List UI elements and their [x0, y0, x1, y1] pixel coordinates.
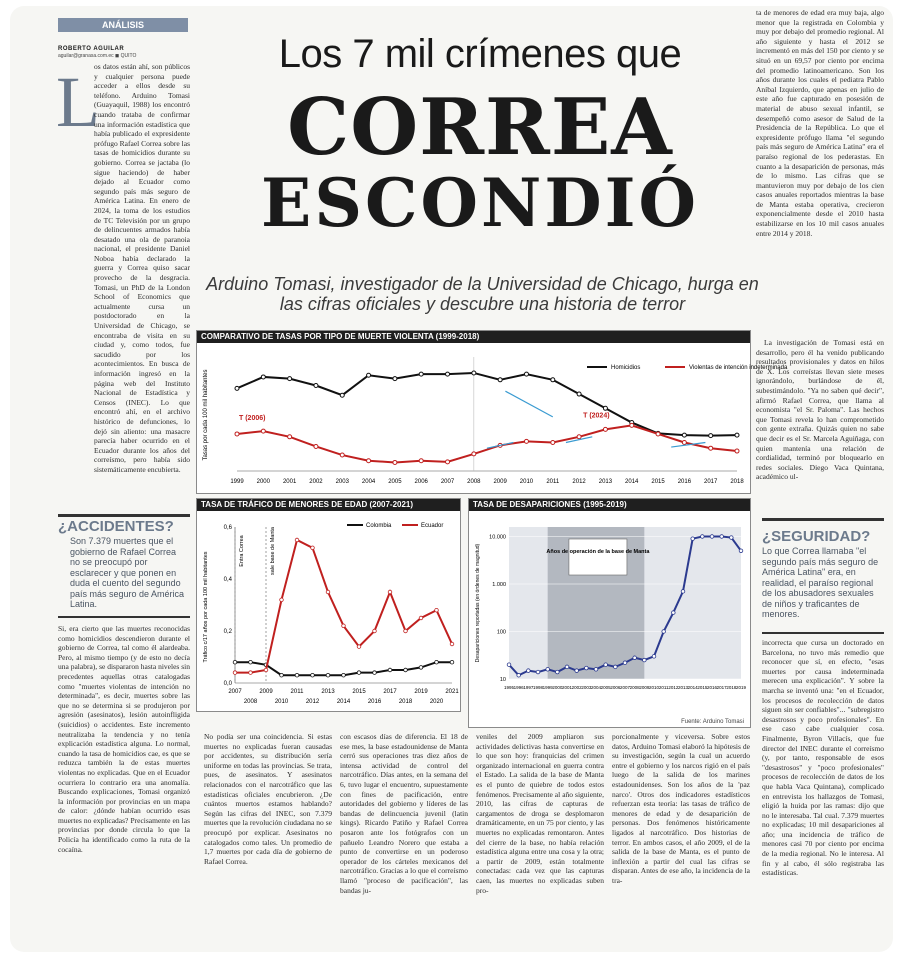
bottom-column-4-text: porcionalmente y viceversa. Sobre estos datos, Arduino Tomasi elaboró la hipótesis de su investigación, según la cual un acuerdo entre el gobierno y los narcos rigió en el país luego de la salida de los marines estadounidenses. Son los años de la 'paz narco'. Otros dos indicadores estadísticos refuerzan esta teoría: las tasas de tráfico de menores de edad y de desaparición de personas. Dos fenómenos históricamente ligados al narcotráfico. Dos historias de terror. En ambos casos, el año 2009, el de la salida de la base de Manta, es el punto de inflexión a partir del cual las cifras se disparan. Antes de ese año, la incidencia de la tra-	[612, 732, 750, 885]
data-point	[393, 377, 397, 381]
bottom-column-2-text: con escasos días de diferencia. El 18 de ese mes, la base estadounidense de Manta cerró sus operaciones tras diez años de intensa actividad de control del narcotráfico. Días antes, en la semana del 6, tuvo lugar el encuentro, supuestamente con fines de pacificación, entre autoridades del gobierno y líderes de las bandas de delincuencia juvenil (latin kings). Ricardo Patiño y Rafael Correa posaron ante los fotógrafos con un pañuelo Leandro Norero que estaba a punto de convertirse en un poderoso operador de los cárteles mexicanos del narcotráfico. Gracias a lo que el correísmo llamó "proceso de pacificación", las bandas ju-	[340, 732, 468, 895]
x-tick-label: 1999	[542, 685, 553, 690]
data-point	[472, 452, 476, 456]
data-point	[585, 666, 589, 670]
annotation-box	[569, 539, 627, 575]
annotation-text: Años de operación de la base de Manta	[546, 549, 650, 555]
y-tick-label: 1.000	[492, 582, 506, 588]
data-point	[710, 535, 714, 539]
data-point	[233, 671, 237, 675]
x-tick-label: 2007	[440, 479, 455, 485]
x-tick-label: 2017	[383, 689, 397, 695]
data-point	[672, 611, 676, 615]
headline-line-3: ESCONDIÓ	[261, 164, 699, 242]
data-point	[419, 459, 423, 463]
y-tick-label: 0,2	[223, 629, 232, 635]
data-point	[419, 372, 423, 376]
data-point	[604, 663, 608, 667]
y-tick-label: 100	[496, 629, 506, 636]
chart-1-plot	[197, 343, 788, 493]
data-point	[498, 378, 502, 382]
data-point	[682, 433, 686, 437]
right-column-text-1: ta de menores de edad era muy baja, algo menor que la registrada en Colombia y muy por debajo del promedio regional. Al año siguiente y hasta el 2012 se incrementó en más del 150 por ciento y se situó en un 69,57 por ciento por encima del promedio latinoamericano. Son los años durante los cuales el pediatra Pablo Aníbal Izquierdo, que apenas en julio de este año fue capturado en posesión de material de abuso sexual infantil, se desempeñó como asesor de Salud de la Presidencia de la República. Lo que el expresidente prófugo llama "el segundo país más seguro de América Latina" era el paraíso regional de los pederastas. En cuanto a la desaparición de personas, más de lo mismo. Las cifras que se mantuvieron muy por debajo de los cien casos anuales reportados mientras la base de Manta estaba operativa, crecieron exponencialmente desde el 2010 hasta estabilizarse en los 10 mil casos anuales entre 2014 y 2018.	[756, 8, 884, 238]
x-tick-label: 2006	[414, 479, 428, 485]
legend-colombia: Colombia	[366, 523, 392, 529]
data-point	[575, 669, 579, 673]
x-tick-label: 2015	[651, 479, 665, 485]
chart-3-source: Fuente: Arduino Tomasi	[681, 719, 744, 725]
data-point	[404, 668, 408, 672]
right-bottom-text: incorrecta que cursa un doctorado en Barcelona, no tuvo más remedio que reconocer que sí, en efecto, "esas muertes por causa indeterminada merecen una explicación". Y sobre la marcha se inventó una: "en el Ecuador, los procesos de recolección de datos siguen sin ser confiables"... "subregistro desastrosos y poco profesionales". En ese caso cabe cualquier cosa. Finalmente, Byron Villacís, que fue director del INEC durante el correísmo (y, por tanto, responsable de esos "desastrosos" y "poco profesionales" procesos de recolección de datos de los que habla Vaca Quintana), complicado en entrevista los hallazgos de Tomasi, eligió la huida por las ramas: dijo que no le interesaba. Tal cual. 7.379 muertes no explicadas; 10 mil desapariciones al año; una incidencia de tráfico de menores casi 70 por ciento por encima de la media regional. No le interesa. Al fin y al cabo, él sólo registraba las estadísticas.	[762, 638, 884, 878]
x-tick-label: 1995	[503, 685, 515, 690]
x-tick-label: 1996	[513, 685, 524, 690]
divider	[58, 616, 190, 618]
x-tick-label: 2012	[668, 685, 679, 690]
x-tick-label: 2017	[716, 685, 727, 690]
divider	[762, 518, 884, 521]
x-tick-label: 2011	[658, 685, 669, 690]
subheadline: Arduino Tomasi, investigador de la Universidad de Chicago, hurga en las cifras oficiales y descubre una historia de terror	[206, 274, 759, 314]
data-point	[450, 642, 454, 646]
right-column-text-2: La investigación de Tomasi está en desarrollo, pero él ha venido publicando resultados provisionales y datos en hilos de X. Los correístas llevan siete meses ignorándolo, burlándose de él, subestimándolo. "Ya no saben qué decir", afirmó Rafael Correa, que llama al economista "el Sr. Paloma". Las hechos que Tomasi revela lo han comprometido con gente extraña. Quizás quien no sabe que decir es el Sr. Marcela Aguiñaga, con quien mantenía una relación de cordialidad, terminó por bloquearlo en redes sociales. Diego Vaca Quintana, académico ul-	[756, 338, 884, 482]
data-point	[311, 673, 315, 677]
bottom-column-4	[612, 732, 750, 946]
x-tick-label: 2001	[282, 479, 297, 485]
series-line-1	[237, 373, 737, 436]
x-tick-label: 2008	[629, 685, 640, 690]
author-email: aguilar@granasa.com.ec ◼ QUITO	[58, 53, 137, 59]
data-point	[326, 590, 330, 594]
data-point	[357, 671, 361, 675]
x-tick-label: 2009	[259, 689, 273, 695]
x-tick-label: 2013	[598, 479, 613, 485]
x-tick-label: 2013	[677, 685, 689, 690]
x-tick-label: 2015	[352, 689, 366, 695]
left-column-text: os datos están ahí, son públicos y cualquier persona puede acceder a ellos desde su teléfono. Arduino Tomasi (Guayaquil, 1988) los encontró cuando trataba de confirmar una información estadística que había publicado el expresidente prófugo Rafael Correa sobre las tasas de homicidios durante su gobierno. Correa se jactaba (lo sigue haciendo) de haber dejado al Ecuador como segundo país más seguro de América Latina. En enero de 2024, la toma de los estudios de TC Televisión por un grupo de delincuentes armados había desatado una ola de paranoia nacional, el presidente Daniel Noboa había declarado la guerra y Correa quiso sacar provecho de la desgracia. Tomasi, un PhD de la London School of Economics que actualmente cursa un postdoctorado en la Universidad de Chicago, se encontraba de visita en su ciudad y, como todos, fue sacudido por los acontecimientos. En busca de información ingresó en la página web del Instituto Nacional de Estadística y Censos (INEC). Lo que encontró ahí, en el archivo histórico de defunciones, lo dejó sin aliento: una masacre parecía haber ocurrido en el Ecuador durante los años del correísmo, pero había sido sistemáticamente encubierta.	[94, 62, 190, 474]
x-tick-label: 2009	[639, 685, 650, 690]
data-point	[342, 624, 346, 628]
x-tick-label: 2014	[336, 699, 351, 705]
data-point	[633, 656, 637, 660]
chart-3-plot	[469, 511, 750, 717]
x-tick-label: 2000	[256, 479, 270, 485]
data-point	[630, 423, 634, 427]
x-tick-label: 2001	[561, 685, 573, 690]
marker-label: Entra Correa	[239, 535, 245, 567]
chart-violent-deaths	[196, 330, 788, 494]
data-point	[367, 373, 371, 377]
x-tick-label: 2012	[305, 699, 320, 705]
data-point	[517, 673, 521, 677]
bottom-column-1-text: No podía ser una coincidencia. Si estas muertes no explicadas fueran causadas por accidentes, su distribución sería uniforme en todas las provincias. Se trata, pues, de asesinatos. Y asesinatos relacionados con el narcotráfico que las estadísticas oficiales encubrieron. ¿De cuántos muertos estamos hablando? Según las cifras del INEC, son 7.379 muertes que la revolución ciudadana no se preocupó por explicar. Asesinatos no catalogados como tales. Un promedio de 1,7 muertes por cada día de gobierno de Rafael Correa.	[204, 732, 332, 866]
data-point	[739, 549, 743, 553]
data-point	[551, 378, 555, 382]
data-point	[691, 537, 695, 541]
data-point	[527, 669, 531, 673]
data-point	[524, 439, 528, 443]
x-tick-label: 2002	[571, 685, 582, 690]
data-point	[472, 371, 476, 375]
legend-indeterminada: Violentas de intención indeterminada	[689, 365, 788, 371]
y-tick-label: 0,0	[223, 681, 232, 687]
data-point	[536, 670, 540, 674]
x-tick-label: 1997	[523, 685, 534, 690]
data-point	[682, 441, 686, 445]
chart-1-title: COMPARATIVO DE TASAS POR TIPO DE MUERTE VIOLENTA (1999-2018)	[197, 331, 750, 343]
x-tick-label: 2016	[367, 699, 382, 705]
x-tick-label: 2010	[274, 699, 289, 705]
left-column-intro	[94, 62, 190, 474]
x-tick-label: 2016	[677, 479, 692, 485]
data-point	[280, 598, 284, 602]
y-axis-label: Desapariciones reportadas (en órdenes de magnitud)	[475, 543, 481, 663]
x-tick-label: 2000	[552, 685, 563, 690]
data-point	[342, 673, 346, 677]
data-point	[261, 375, 265, 379]
annotation-t2024: T (2024)	[583, 412, 610, 420]
x-tick-label: 2019	[414, 689, 428, 695]
headline-line-2: CORREA	[287, 82, 673, 173]
bottom-column-1	[204, 732, 332, 946]
y-tick-label: 0,6	[223, 525, 232, 531]
data-point	[546, 668, 550, 672]
data-point	[311, 546, 315, 550]
data-point	[643, 658, 647, 662]
seguridad-title: ¿SEGURIDAD?	[762, 528, 871, 545]
data-point	[393, 460, 397, 464]
x-tick-label: 2021	[445, 689, 459, 695]
data-point	[340, 453, 344, 457]
x-tick-label: 2018	[398, 699, 413, 705]
chart-2-plot	[197, 511, 460, 711]
y-axis-label: Tasas por cada 100 mil habitantes	[203, 369, 209, 461]
data-point	[373, 629, 377, 633]
data-point	[450, 660, 454, 664]
data-point	[603, 427, 607, 431]
right-column-middle	[756, 338, 884, 510]
byline: ROBERTO AGUILAR	[58, 46, 125, 52]
y-tick-label: 0,4	[223, 577, 232, 583]
data-point	[235, 432, 239, 436]
data-point	[709, 434, 713, 438]
x-tick-label: 1998	[532, 685, 544, 690]
x-tick-label: 2019	[735, 685, 747, 690]
x-tick-label: 2007	[228, 689, 242, 695]
bottom-column-3-text: veniles del 2009 ampliaron sus actividades delictivas hasta convertirse en lo que son hoy: franquicias del crimen organizado internacional en guerra contra el Estado. La salida de la base de Manta es el punto de quiebre de todos estos fenómenos. Precisamente al año siguiente, 2010, las cifras de capturas de cargamentos de droga se desplomaron dramáticamente, en un 75 por ciento, y las muertes no explicadas remontaron. Antes del cierre de la base, no había relación estadística alguna entre una cosa y la otra; a partir de 2009, están totalmente conectadas: cada vez que las capturas caen, las muertes no explicadas suben pro-	[476, 732, 604, 895]
section-label: ANÁLISIS	[58, 18, 188, 32]
x-tick-label: 2017	[704, 479, 718, 485]
trend-arrow	[505, 391, 552, 417]
data-point	[709, 446, 713, 450]
data-point	[288, 377, 292, 381]
bottom-column-2	[340, 732, 468, 946]
data-point	[295, 538, 299, 542]
data-point	[288, 435, 292, 439]
data-point	[373, 671, 377, 675]
x-tick-label: 2014	[687, 685, 698, 690]
chart-2-title: TASA DE TRÁFICO DE MENORES DE EDAD (2007-2021)	[197, 499, 460, 511]
data-point	[446, 460, 450, 464]
x-tick-label: 1999	[230, 479, 244, 485]
data-point	[340, 393, 344, 397]
data-point	[735, 433, 739, 437]
data-point	[565, 665, 569, 669]
data-point	[720, 535, 724, 539]
data-point	[314, 384, 318, 388]
left-bottom-column	[58, 624, 190, 946]
chart-3-title: TASA DE DESAPARICIONES (1995-2019)	[469, 499, 750, 511]
y-tick-label: 10.000	[489, 534, 506, 541]
x-tick-label: 2010	[519, 479, 534, 485]
data-point	[326, 673, 330, 677]
data-point	[419, 616, 423, 620]
legend-homicidios: Homicidios	[611, 365, 641, 371]
data-point	[730, 536, 734, 540]
data-point	[603, 406, 607, 410]
data-point	[656, 432, 660, 436]
accidentes-title: ¿ACCIDENTES?	[58, 518, 174, 535]
data-point	[235, 386, 239, 390]
divider	[762, 632, 884, 634]
x-tick-label: 2011	[290, 689, 304, 695]
right-column-top	[756, 8, 884, 336]
x-tick-label: 2018	[730, 479, 744, 485]
data-point	[446, 372, 450, 376]
x-tick-label: 2009	[493, 479, 507, 485]
data-point	[249, 671, 253, 675]
marker-label: sale base de Manta	[270, 526, 276, 576]
data-point	[264, 668, 268, 672]
right-bottom-column	[762, 638, 884, 946]
x-tick-label: 2003	[581, 685, 592, 690]
newspaper-page	[10, 6, 893, 952]
data-point	[357, 645, 361, 649]
data-point	[388, 590, 392, 594]
x-tick-label: 2004	[361, 479, 376, 485]
x-tick-label: 2004	[590, 685, 602, 690]
data-point	[577, 435, 581, 439]
data-point	[419, 666, 423, 670]
x-tick-label: 2020	[429, 699, 444, 705]
data-point	[404, 629, 408, 633]
data-point	[367, 459, 371, 463]
data-point	[614, 665, 618, 669]
x-tick-label: 2013	[321, 689, 335, 695]
annotation-t2006: T (2006)	[239, 414, 266, 422]
seguridad-text: Lo que Correa llamaba "el segundo país más seguro de América Latina" era, en realidad, el paraíso regional de los abusadores sexuales de niños y traficantes de menores.	[762, 546, 879, 619]
data-point	[314, 444, 318, 448]
x-tick-label: 2018	[726, 685, 737, 690]
legend-ecuador: Ecuador	[421, 523, 444, 529]
data-point	[249, 660, 253, 664]
data-point	[652, 655, 656, 659]
bottom-column-3	[476, 732, 604, 946]
x-tick-label: 2008	[243, 699, 258, 705]
x-tick-label: 2005	[388, 479, 402, 485]
data-point	[701, 535, 705, 539]
x-tick-label: 2015	[697, 685, 708, 690]
dropcap: L	[56, 62, 100, 142]
series-line-2	[237, 425, 737, 462]
data-point	[662, 630, 666, 634]
x-tick-label: 2010	[648, 685, 660, 690]
data-point	[435, 660, 439, 664]
data-point	[594, 668, 598, 672]
data-point	[388, 668, 392, 672]
data-point	[681, 590, 685, 594]
chart-child-trafficking	[196, 498, 461, 712]
x-tick-label: 2002	[309, 479, 323, 485]
series-line-2	[235, 540, 452, 673]
data-point	[295, 673, 299, 677]
data-point	[556, 670, 560, 674]
data-point	[735, 449, 739, 453]
x-tick-label: 2005	[600, 685, 611, 690]
x-tick-label: 2014	[625, 479, 639, 485]
x-tick-label: 2003	[335, 479, 349, 485]
data-point	[551, 441, 555, 445]
headline-line-1: Los 7 mil crímenes que	[278, 32, 682, 76]
chart-disappearances	[468, 498, 751, 728]
x-tick-label: 2016	[706, 685, 718, 690]
data-point	[233, 660, 237, 664]
y-axis-label: Tráfico c/17 años por cada 100 mil habitantes	[203, 551, 209, 663]
data-point	[623, 661, 627, 665]
data-point	[577, 392, 581, 396]
x-tick-label: 2012	[572, 479, 586, 485]
x-tick-label: 2008	[467, 479, 481, 485]
data-point	[435, 608, 439, 612]
x-tick-label: 2011	[546, 479, 560, 485]
divider	[58, 514, 190, 517]
data-point	[507, 663, 511, 667]
accidentes-text: Son 7.379 muertes que el gobierno de Rafael Correa no se preocupó por esclarecer y que ponen en duda el cuento del segundo país más seguro de América Latina.	[70, 536, 185, 609]
x-tick-label: 2006	[610, 685, 621, 690]
data-point	[524, 372, 528, 376]
y-tick-label: 10	[499, 677, 506, 683]
x-tick-label: 2007	[619, 685, 631, 690]
left-bottom-text: Si, era cierto que las muertes reconocidas como homicidios descendieron durante el gobierno de Correa, tal como él alardeaba. Pero, al mismo tiempo (y de esto no decía una palabra), se dispararon hasta niveles sin precedentes aquellas otras catalogadas como "muertes violentas de intención no determinada", es decir, muertes sobre las que no se determina si se produjeron por agresión (asesinatos), lesión autoinfligida (suicidios) o accidentes. Este incremento neutralizaba la tendencia y no tenía explicación estadística alguna. Lo normal, cuando la tasa de homicidios cae, es que se reduzca también la de estas muertes violentas no explicadas. Que en el Ecuador ocurriera lo contrario era una anomalía. Buscando explicaciones, Tomasi organizó la información por provincias en un mapa de calor: ¿dónde habían ocurrido esas muertes no explicadas? Precisamente en las provincias por donde circula lo que la Policía ha identificado como la ruta de la cocaína.	[58, 624, 190, 854]
data-point	[261, 429, 265, 433]
data-point	[280, 673, 284, 677]
